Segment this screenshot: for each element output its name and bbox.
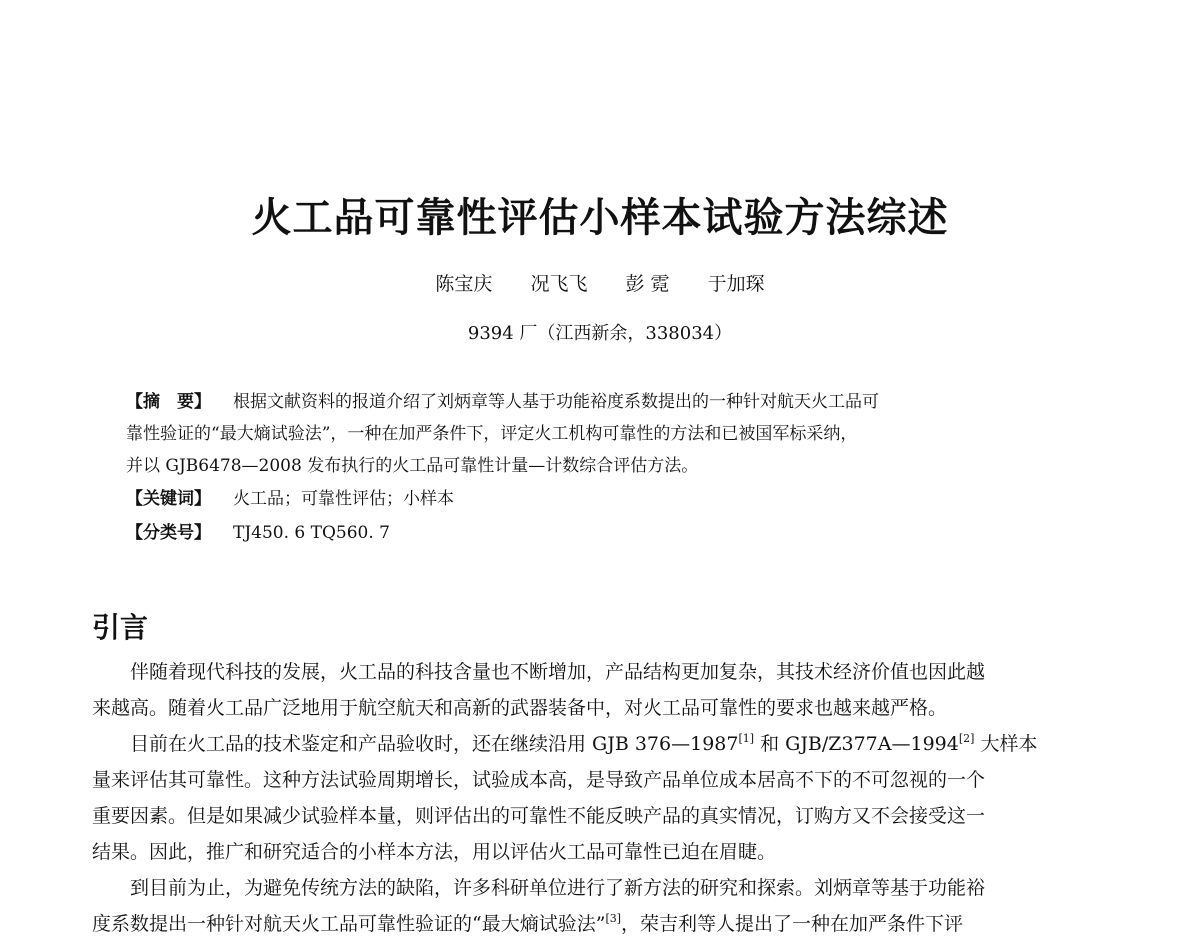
paragraph-text: 度系数提出一种针对航天火工品可靠性验证的“最大熵试验法” <box>92 913 606 935</box>
abstract-text-line: 根据文献资料的报道介绍了刘炳章等人基于功能裕度系数提出的一种针对航天火工品可 <box>233 392 879 412</box>
paragraph-line: 伴随着现代科技的发展，火工品的科技含量也不断增加，产品结构更加复杂，其技术经济价值也因此越 <box>130 661 986 683</box>
author-list <box>0 268 1200 300</box>
keywords-label: 【关键词】 <box>126 489 211 509</box>
citation-ref: [1] <box>738 732 755 745</box>
author-name: 彭 霓 <box>625 273 670 295</box>
abstract-text-line: 靠性验证的“最大熵试验法”，一种在加严条件下，评定火工机构可靠性的方法和已被国军标采纳， <box>126 424 858 444</box>
classification-text: TJ450. 6 TQ560. 7 <box>233 523 390 543</box>
author-name: 于加琛 <box>707 273 765 295</box>
keywords-text: 火工品；可靠性评估；小样本 <box>233 489 454 509</box>
paragraph-line <box>92 906 1122 942</box>
paragraph-line: 结果。因此，推广和研究适合的小样本方法，用以评估火工品可靠性已迫在眉睫。 <box>92 841 777 863</box>
author-name: 陈宝庆 <box>435 273 493 295</box>
citation-ref: [3] <box>605 912 622 925</box>
paragraph-text: 和 GJB/Z377A—1994 <box>754 733 959 755</box>
paragraph-line: 量来评估其可靠性。这种方法试验周期增长，试验成本高，是导致产品单位成本居高不下的不可忽视的一个 <box>92 769 986 791</box>
body-text <box>92 654 1122 942</box>
classification-label: 【分类号】 <box>126 523 211 543</box>
author-name: 况飞飞 <box>530 273 588 295</box>
classification-line <box>126 516 1086 550</box>
affiliation: 9394 厂（江西新余，338034） <box>467 323 733 344</box>
section-heading: 引言 <box>92 611 149 644</box>
abstract-first-line <box>126 386 1086 418</box>
paragraph-line: 到目前为止，为避免传统方法的缺陷，许多科研单位进行了新方法的研究和探索。刘炳章等基于功能裕 <box>130 877 986 899</box>
abstract-text-line: 并以 GJB6478—2008 发布执行的火工品可靠性计量—计数综合评估方法。 <box>126 456 699 476</box>
abstract-block <box>126 386 1086 550</box>
keywords-line <box>126 482 1086 516</box>
paragraph-text: 目前在火工品的技术鉴定和产品验收时，还在继续沿用 GJB 376—1987 <box>130 733 739 755</box>
paragraph-line: 重要因素。但是如果减少试验样本量，则评估出的可靠性不能反映产品的真实情况，订购方又不会接受这一 <box>92 805 986 827</box>
paragraph-line: 来越高。随着火工品广泛地用于航空航天和高新的武器装备中，对火工品可靠性的要求也越来越严格。 <box>92 697 948 719</box>
abstract-label: 【摘 要】 <box>126 392 211 412</box>
paragraph-text: ，荣吉利等人提出了一种在加严条件下评 <box>621 913 964 935</box>
paragraph-line <box>92 726 1122 762</box>
citation-ref: [2] <box>958 732 975 745</box>
paper-title: 火工品可靠性评估小样本试验方法综述 <box>251 194 949 241</box>
paragraph-text: 大样本 <box>974 733 1038 755</box>
